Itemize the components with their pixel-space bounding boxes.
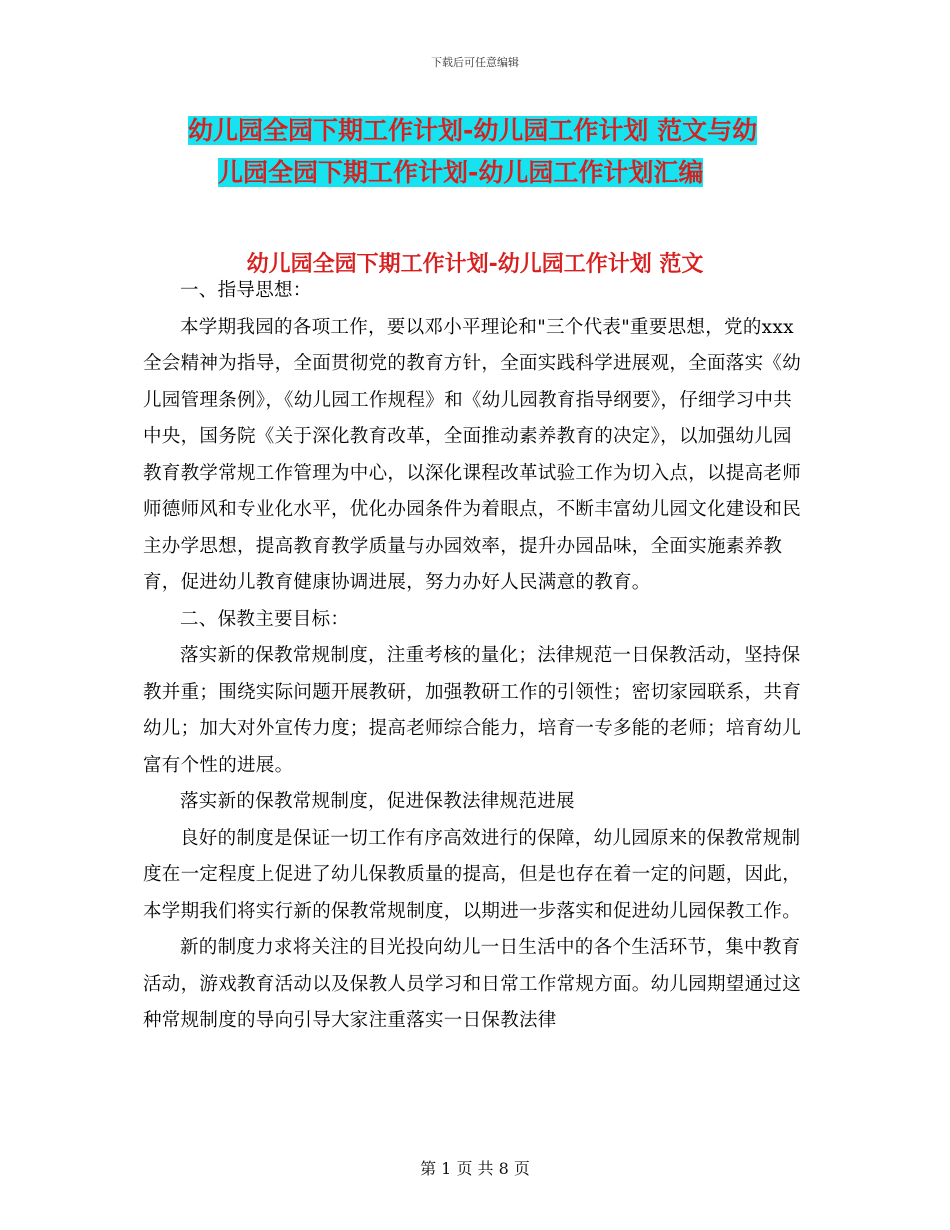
heading-guiding-thought: 一、指导思想： [180,280,312,301]
body-paragraph: 落实新的保教常规制度，注重考核的量化；法律规范一日保教活动，坚持保教并重；围绕实际问题开展教研，加强教研工作的引领性；密切家园联系，共育幼儿；加大对外宣传力度；提高老师综合能力，培育一专多能的老师；培育幼儿富有个性的进展。 [143,645,802,776]
body-paragraph: 新的制度力求将关注的目光投向幼儿一日生活中的各个生活环节，集中教育活动，游戏教育活动以及保教人员学习和日常工作常规方面。幼儿园期望通过这种常规制度的导向引导大家注重落实一日保教法律 [143,937,802,1031]
body-paragraph: 良好的制度是保证一切工作有序高效进行的保障，幼儿园原来的保教常规制度在一定程度上促进了幼儿保教质量的提高，但是也存在着一定的问题，因此，本学期我们将实行新的保教常规制度，以期进一步落实和促进幼儿园保教工作。 [143,827,802,922]
body-paragraph: 落实新的保教常规制度，促进保教法律规范进展 [180,791,575,812]
header-note: 下载后可任意编辑 [431,56,519,69]
page-footer: 第 1 页 共 8 页 [420,1159,530,1178]
document-body [143,273,803,1040]
document-title [188,110,828,194]
body-paragraph: 本学期我园的各项工作，要以邓小平理论和"三个代表"重要思想，党的xxx全会精神为指导，全面贯彻党的教育方针，全面实践科学进展观，全面落实《幼儿园管理条例》，《幼儿园工作规程》和《幼儿园教育指导纲要》，仔细学习中共中央，国务院《关于深化教育改革，全面推动素养教育的决定》，以加强幼儿园教育教学常规工作管理为中心，以深化课程改革试验工作为切入点，以提高老师师德师风和专业化水平，优化办园条件为着眼点，不断丰富幼儿园文化建设和民主办学思想，提高教育教学质量与办园效率，提升办园品味，全面实施素养教育，促进幼儿教育健康协调进展，努力办好人民满意的教育。 [143,316,802,593]
heading-main-goals: 二、保教主要目标： [180,608,350,630]
section-title: 幼儿园全园下期工作计划-幼儿园工作计划 范文 [246,252,704,277]
document-title-line-2: 儿园全园下期工作计划-幼儿园工作计划汇编 [218,158,704,187]
document-title-line-1: 幼儿园全园下期工作计划-幼儿园工作计划 范文与幼 [188,116,758,145]
